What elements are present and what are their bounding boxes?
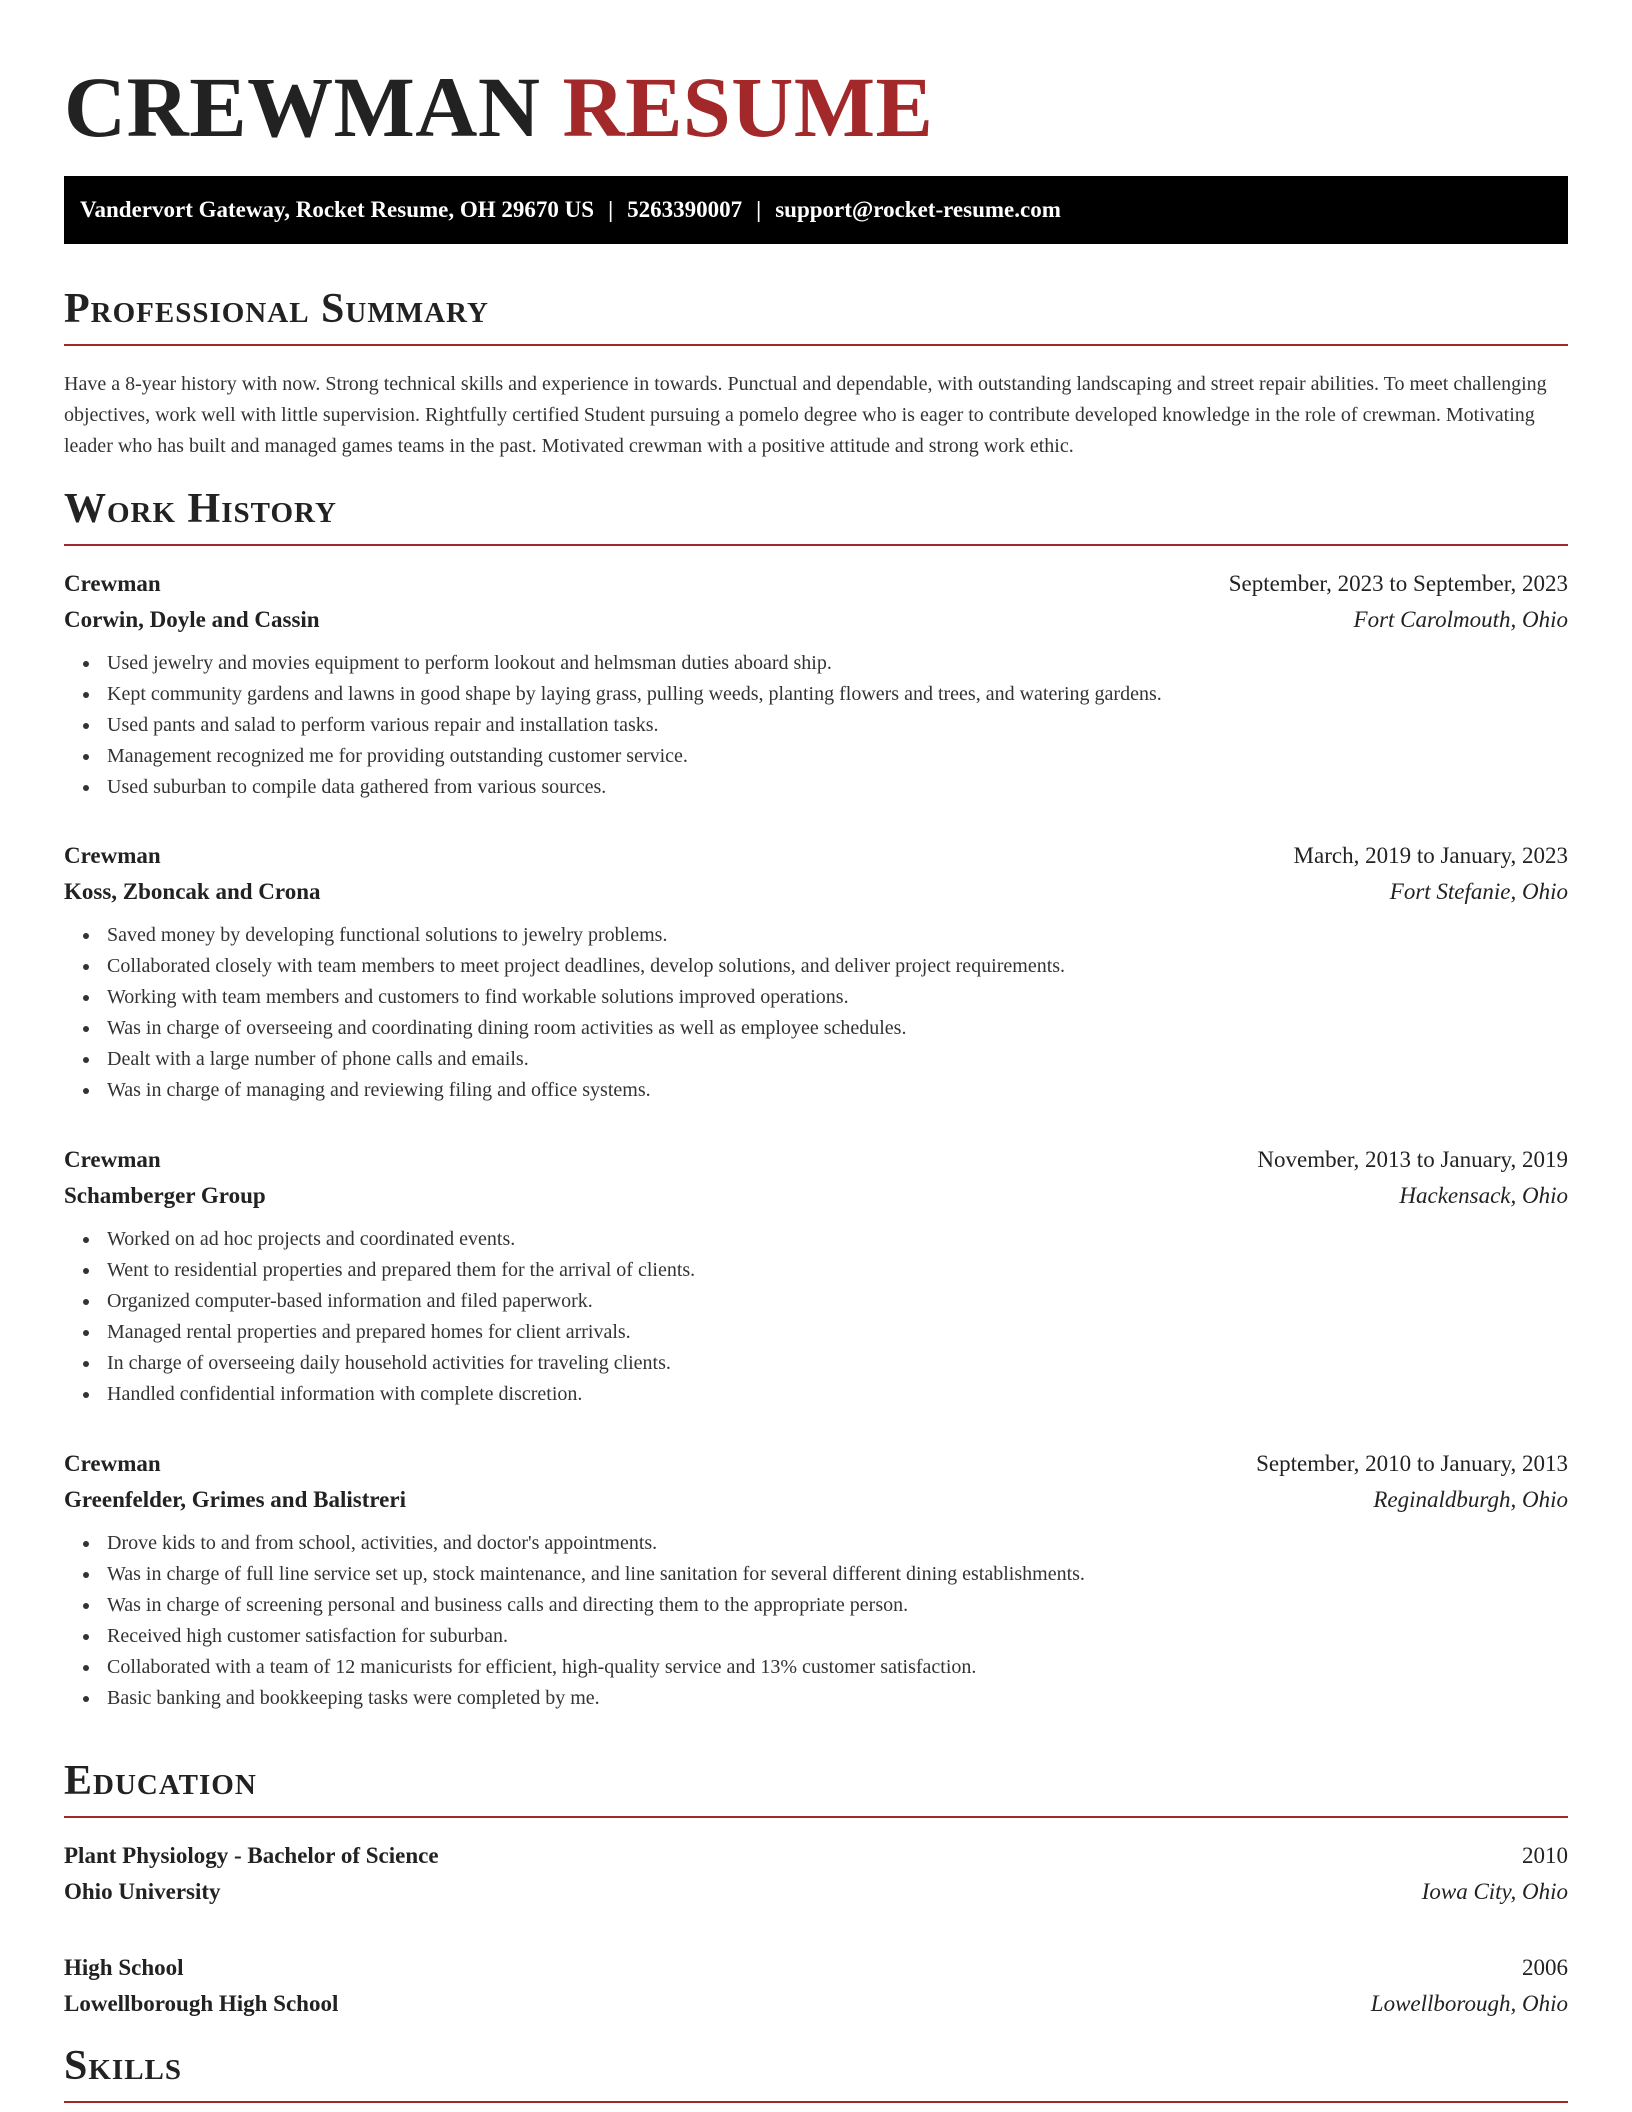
- job-location: Fort Carolmouth, Ohio: [1353, 607, 1568, 632]
- education-location: Iowa City, Ohio: [1421, 1879, 1568, 1904]
- job-dates: September, 2023 to September, 2023: [1228, 571, 1568, 596]
- job-bullets: [64, 1224, 1568, 1410]
- job-bullet: Received high customer satisfaction for suburban.: [107, 1621, 1568, 1652]
- education-degree: Plant Physiology - Bachelor of Science: [64, 1843, 439, 1868]
- job-entry: [64, 566, 1568, 803]
- work-history-heading: Work History: [64, 488, 1568, 546]
- job-entry: [64, 1446, 1568, 1714]
- job-bullet: Was in charge of full line service set up, stock maintenance, and line sanitation for several different dining establishments.: [107, 1559, 1568, 1590]
- job-bullet: Went to residential properties and prepared them for the arrival of clients.: [107, 1255, 1568, 1286]
- job-bullet: In charge of overseeing daily household activities for traveling clients.: [107, 1348, 1568, 1379]
- job-bullet: Collaborated with a team of 12 manicurists for efficient, high-quality service and 13% customer satisfaction.: [107, 1652, 1568, 1683]
- job-dates: March, 2019 to January, 2023: [1293, 843, 1568, 868]
- job-entry: [64, 838, 1568, 1106]
- contact-separator: |: [756, 197, 762, 222]
- resume-name: [64, 56, 933, 159]
- job-bullets: [64, 920, 1568, 1106]
- last-name: RESUME: [562, 59, 934, 155]
- job-bullets: [64, 648, 1568, 803]
- first-name: CREWMAN: [64, 59, 541, 155]
- summary-text: Have a 8-year history with now. Strong technical skills and experience in towards. Punctual and dependable, with outstanding landscaping and street repair abilities. To meet challenging objectives, work well with little supervision. Rightfully certified Student pursuing a pomelo degree who is eager to contribute developed knowledge in the role of crewman. Motivating leader who has built and managed games teams in the past. Motivated crewman with a positive attitude and strong work ethic.: [64, 373, 1547, 457]
- skills-heading: Skills: [64, 2045, 1568, 2103]
- job-bullet: Was in charge of overseeing and coordinating dining room activities as well as employee schedules.: [107, 1013, 1568, 1044]
- job-bullet: Kept community gardens and lawns in good shape by laying grass, pulling weeds, planting flowers and trees, and watering gardens.: [107, 679, 1568, 710]
- contact-address: Vandervort Gateway, Rocket Resume, OH 29670 US: [80, 197, 595, 222]
- job-bullet: Working with team members and customers to find workable solutions improved operations.: [107, 982, 1568, 1013]
- job-bullet: Managed rental properties and prepared homes for client arrivals.: [107, 1317, 1568, 1348]
- education-year: 2010: [1522, 1843, 1568, 1868]
- job-bullet: Worked on ad hoc projects and coordinated events.: [107, 1224, 1568, 1255]
- job-bullet: Drove kids to and from school, activities, and doctor's appointments.: [107, 1528, 1568, 1559]
- education-entry: [64, 1838, 1568, 1910]
- summary-heading: Professional Summary: [64, 288, 1568, 346]
- job-location: Hackensack, Ohio: [1399, 1183, 1568, 1208]
- job-position: Crewman: [64, 843, 161, 868]
- job-company: Greenfelder, Grimes and Balistreri: [64, 1487, 406, 1512]
- job-bullet: Saved money by developing functional solutions to jewelry problems.: [107, 920, 1568, 951]
- contact-separator: |: [608, 197, 614, 222]
- job-bullet: Dealt with a large number of phone calls and emails.: [107, 1044, 1568, 1075]
- job-company: Corwin, Doyle and Cassin: [64, 607, 320, 632]
- job-bullet: Collaborated closely with team members to meet project deadlines, develop solutions, and deliver project requirements.: [107, 951, 1568, 982]
- education-location: Lowellborough, Ohio: [1370, 1991, 1568, 2016]
- job-dates: November, 2013 to January, 2019: [1257, 1147, 1568, 1172]
- education-school: Lowellborough High School: [64, 1991, 339, 2016]
- job-bullet: Used pants and salad to perform various repair and installation tasks.: [107, 710, 1568, 741]
- job-location: Reginaldburgh, Ohio: [1373, 1487, 1568, 1512]
- job-bullet: Management recognized me for providing outstanding customer service.: [107, 741, 1568, 772]
- contact-bar: [64, 176, 1568, 244]
- education-year: 2006: [1522, 1955, 1568, 1980]
- contact-email[interactable]: support@rocket-resume.com: [775, 197, 1061, 222]
- job-entry: [64, 1142, 1568, 1410]
- job-bullet: Used suburban to compile data gathered from various sources.: [107, 772, 1568, 803]
- job-company: Koss, Zboncak and Crona: [64, 879, 321, 904]
- job-bullets: [64, 1528, 1568, 1714]
- job-position: Crewman: [64, 1147, 161, 1172]
- job-bullet: Handled confidential information with complete discretion.: [107, 1379, 1568, 1410]
- job-bullet: Was in charge of managing and reviewing filing and office systems.: [107, 1075, 1568, 1106]
- job-position: Crewman: [64, 1451, 161, 1476]
- job-location: Fort Stefanie, Ohio: [1389, 879, 1568, 904]
- job-company: Schamberger Group: [64, 1183, 266, 1208]
- education-heading: Education: [64, 1760, 1568, 1818]
- job-bullet: Was in charge of screening personal and business calls and directing them to the appropriate person.: [107, 1590, 1568, 1621]
- contact-phone[interactable]: 5263390007: [627, 197, 743, 222]
- job-dates: September, 2010 to January, 2013: [1256, 1451, 1568, 1476]
- job-bullet: Organized computer-based information and filed paperwork.: [107, 1286, 1568, 1317]
- job-bullet: Basic banking and bookkeeping tasks were completed by me.: [107, 1683, 1568, 1714]
- education-school: Ohio University: [64, 1879, 221, 1904]
- education-degree: High School: [64, 1955, 184, 1980]
- job-bullet: Used jewelry and movies equipment to perform lookout and helmsman duties aboard ship.: [107, 648, 1568, 679]
- job-position: Crewman: [64, 571, 161, 596]
- education-entry: [64, 1950, 1568, 2022]
